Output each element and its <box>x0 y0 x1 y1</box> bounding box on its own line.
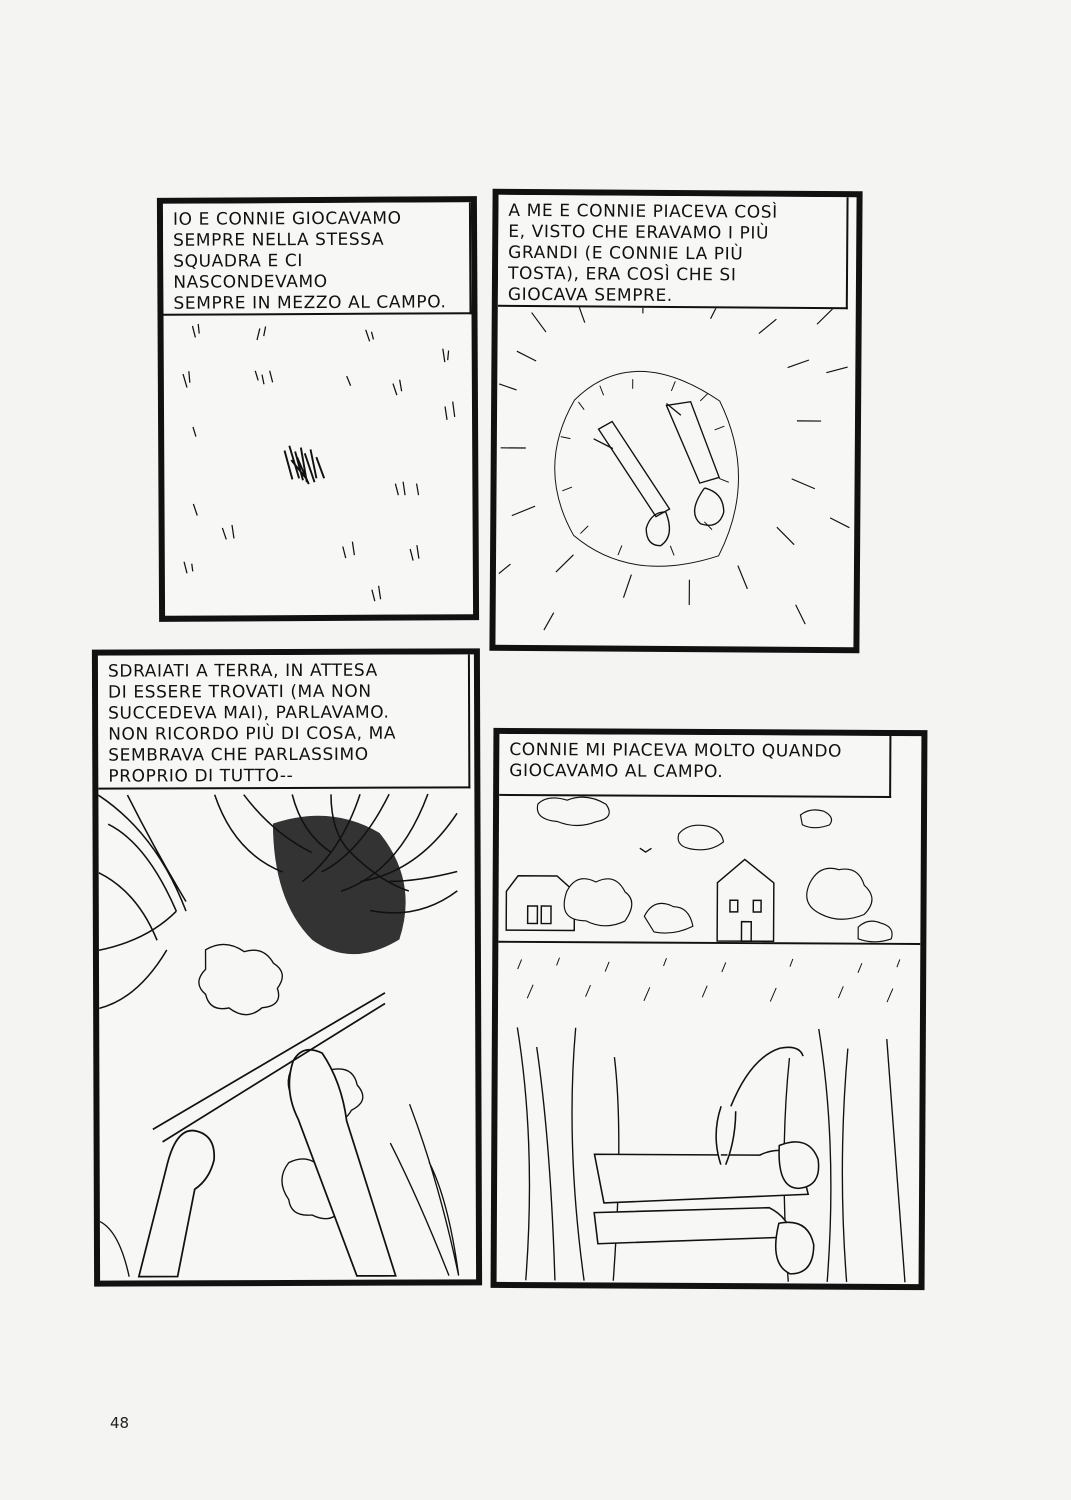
panel-4 <box>491 728 928 1290</box>
panel-3-caption: SDRAIATI A TERRA, IN ATTESA DI ESSERE TROVATI (MA NON SUCCEDEVA MAI), PARLAVAMO. NON RICORDO PIÙ DI COSA, MA SEMBRAVA CHE PARLASSIMO PROPRIO DI TUTTO-- <box>98 654 470 789</box>
farm-and-kids-illustration <box>497 734 922 1284</box>
panel-1 <box>157 196 479 622</box>
panel-2 <box>489 189 862 654</box>
panel-4-caption: CONNIE MI PIACEVA MOLTO QUANDO GIOCAVAMO AL CAMPO. <box>499 734 891 798</box>
panel-1-caption: IO E CONNIE GIOCAVAMO SEMPRE NELLA STESSA SQUADRA E CI NASCONDEVAMO SEMPRE IN MEZZO AL CAMPO. <box>163 202 472 316</box>
page-number: 48 <box>110 1414 130 1432</box>
panel-2-caption: A ME E CONNIE PIACEVA COSÌ E, VISTO CHE ERAVAMO I PIÙ GRANDI (E CONNIE LA PIÙ TOSTA), ERA COSÌ CHE SI GIOCAVA SEMPRE. <box>498 195 849 309</box>
panel-3 <box>92 648 482 1286</box>
